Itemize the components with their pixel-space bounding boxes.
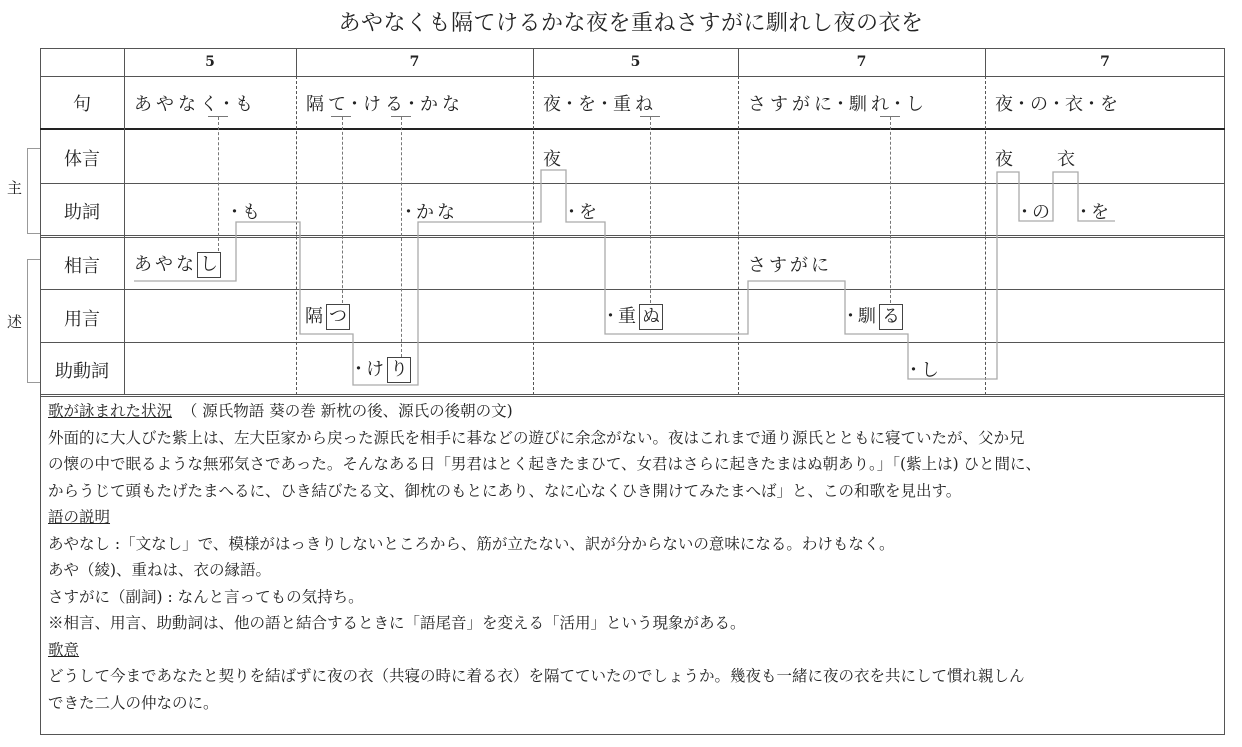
- stem: ･重: [606, 306, 639, 327]
- inflected-ending: し: [197, 252, 221, 278]
- inflected-ending: つ: [326, 304, 350, 330]
- syllable-count: 5: [630, 54, 641, 70]
- stem: ･け: [354, 359, 387, 380]
- subject-side-label: 主: [7, 179, 23, 197]
- meaning-text: どうして今まであなたと契りを結ばずに夜の衣（共寝の時に着る衣）を隔てていたのでしょうか。幾夜も一緒に夜の衣を共にして慣れ親しん: [48, 667, 1025, 685]
- yougen-naru: [846, 302, 903, 330]
- jodoushi-keri: [354, 355, 411, 383]
- situation-line: [48, 398, 1223, 425]
- syllable-count: 5: [205, 54, 215, 70]
- joshi-wo: ･を: [567, 202, 600, 223]
- words-heading: 語の説明: [48, 508, 111, 526]
- situation-source: （ 源氏物語 葵の巻 新枕の後、源氏の後朝の文): [181, 402, 513, 420]
- phrase-2: 隔て･ける･かな: [306, 94, 464, 115]
- words-text: ※相言、用言、助動詞は、他の語と結合するときに「語尾音」を変える「活用」という現象がある。: [48, 614, 746, 632]
- row-label-jodoushi: 助動詞: [55, 361, 109, 382]
- row-label-sougen: 相言: [64, 256, 100, 277]
- row-label-yougen: 用言: [64, 309, 100, 330]
- stem: ･馴: [846, 306, 879, 327]
- sougen-ayanashi: [134, 250, 221, 278]
- situation-text: からうじて頭もたげたまへるに、ひき結びたる文、御枕のもとにあり、なに心なくひき開けてみたまへば」と、この和歌を見出す。: [48, 481, 962, 500]
- yougen-hedatsu: [305, 302, 350, 330]
- syllable-count: 7: [1100, 54, 1110, 70]
- inflected-ending: ぬ: [639, 304, 663, 330]
- meaning-heading: 歌意: [48, 640, 80, 659]
- row-label-taigen: 体言: [64, 149, 100, 170]
- notes-section: [48, 398, 1223, 716]
- words-text: さすがに（副詞) : なんと言ってもの気持ち。: [48, 587, 364, 606]
- joshi-mo: ･も: [230, 202, 263, 223]
- phrase-1: あやなく･も: [134, 94, 257, 115]
- situation-heading: 歌が詠まれた状況: [48, 402, 173, 420]
- syllable-count: 7: [856, 54, 867, 70]
- jodoushi-shi: ･し: [909, 360, 942, 381]
- inflected-ending: り: [387, 357, 411, 383]
- phrase-5: 夜･の･衣･を: [995, 94, 1122, 115]
- joshi-wo: ･を: [1079, 202, 1112, 223]
- phrase-3: 夜･を･重ね: [543, 94, 657, 115]
- taigen-yoru: 夜: [995, 149, 1016, 170]
- meaning-text: できた二人の仲なのに。: [48, 693, 219, 712]
- predicate-side-label: 述: [7, 313, 23, 331]
- row-label-joshi: 助詞: [64, 202, 100, 223]
- sougen-sasugani: さすがに: [748, 255, 832, 276]
- stem: 隔: [305, 306, 326, 327]
- yougen-kasanu: [606, 302, 663, 330]
- taigen-yoru: 夜: [543, 149, 564, 170]
- poem-title: あやなくも隔てけるかな夜を重ねさすがに馴れし夜の衣を: [338, 11, 924, 36]
- stem: あやな: [134, 254, 197, 275]
- joshi-no: ･の: [1020, 202, 1053, 223]
- inflected-ending: る: [879, 304, 903, 330]
- words-text: あやなし :「文なし」で、模様がはっきりしないところから、筋が立たない、訳が分からないの意味になる。わけもなく。: [48, 534, 895, 553]
- syllable-count: 7: [409, 54, 420, 70]
- phrase-4: さすがに･馴れ･し: [748, 94, 928, 115]
- taigen-koromo: 衣: [1057, 149, 1078, 170]
- joshi-kana: ･かな: [404, 202, 458, 223]
- situation-text: の懐の中で眠るような無邪気さであった。そんなある日「男君はとく起きたまひて、女君はさらに起きたまはぬ朝あり。」「(紫上は) ひと間に、: [48, 455, 1042, 473]
- words-text: あや（綾)、重ねは、衣の縁語。: [48, 561, 272, 579]
- situation-text: 外面的に大人びた紫上は、左大臣家から戻った源氏を相手に碁などの遊びに余念がない。夜はこれまで通り源氏とともに寝ていたが、父か兄: [48, 428, 1025, 447]
- row-label-phrase: 句: [73, 94, 91, 115]
